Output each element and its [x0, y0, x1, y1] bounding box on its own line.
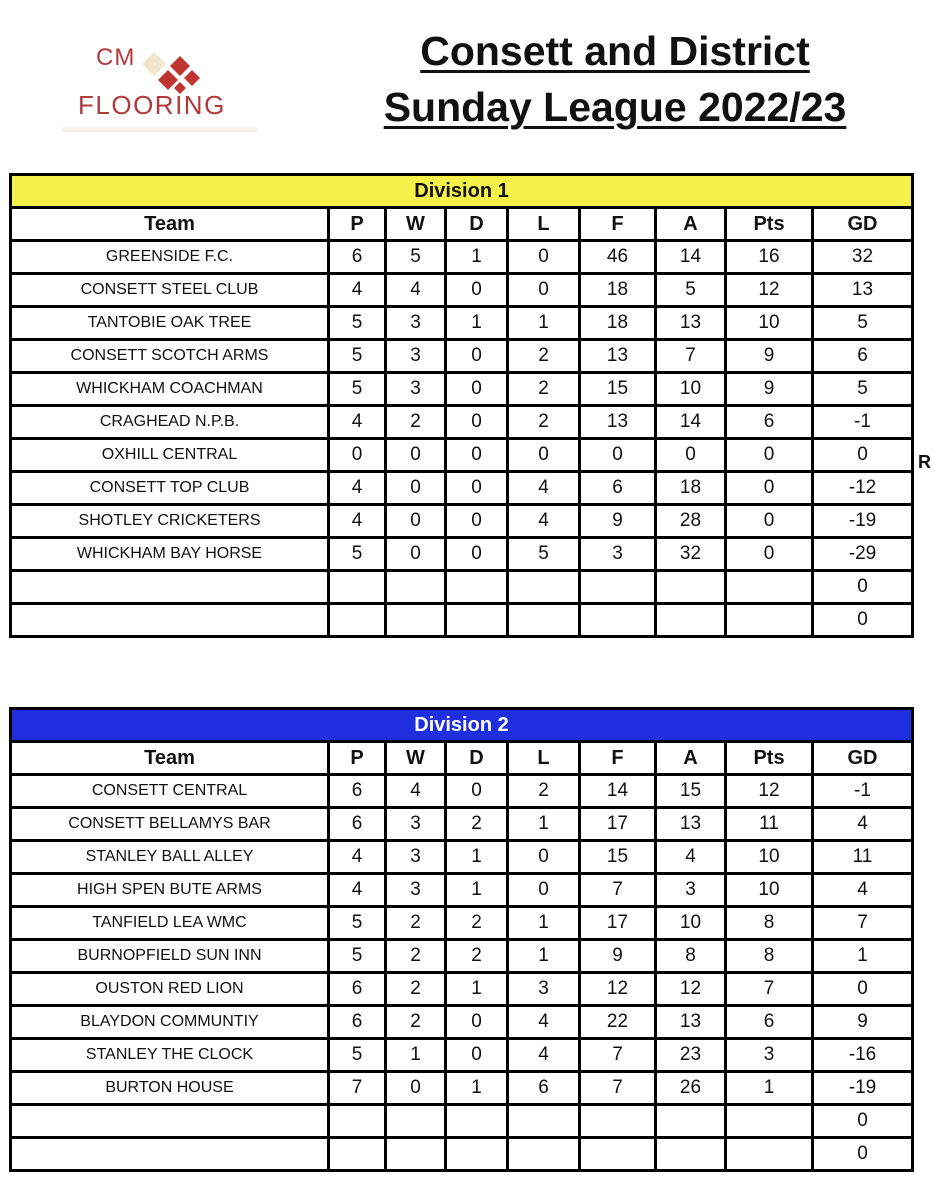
table-row	[12, 440, 911, 473]
cell-goal-difference: 4	[814, 875, 911, 905]
cell-team	[12, 1106, 330, 1136]
table-row	[12, 875, 911, 908]
cell-team: CONSETT CENTRAL	[12, 776, 330, 806]
cell-team: BURTON HOUSE	[12, 1073, 330, 1103]
table-row	[12, 1106, 911, 1139]
cell-played: 4	[330, 275, 387, 305]
cell-goals-for	[581, 605, 657, 635]
cell-goals-for: 17	[581, 908, 657, 938]
cell-played: 5	[330, 1040, 387, 1070]
logo-flooring-text: FLOORING	[78, 90, 226, 120]
cell-won: 3	[387, 875, 447, 905]
column-header-lost: L	[509, 209, 581, 239]
cell-goal-difference: 0	[814, 572, 911, 602]
cell-goals-against: 14	[657, 242, 727, 272]
cell-played: 4	[330, 473, 387, 503]
cell-goals-for: 9	[581, 941, 657, 971]
cell-lost	[509, 572, 581, 602]
cell-lost: 2	[509, 374, 581, 404]
cell-goal-difference: 0	[814, 1139, 911, 1169]
cell-goals-against: 7	[657, 341, 727, 371]
cell-won: 2	[387, 974, 447, 1004]
cell-points: 9	[727, 374, 814, 404]
cell-drawn: 1	[447, 308, 509, 338]
cell-points: 10	[727, 875, 814, 905]
cell-goal-difference: 13	[814, 275, 911, 305]
table-row	[12, 842, 911, 875]
cell-goals-for: 6	[581, 473, 657, 503]
cell-played: 5	[330, 539, 387, 569]
cell-goal-difference: 4	[814, 809, 911, 839]
cell-goals-against: 18	[657, 473, 727, 503]
cell-goals-for: 15	[581, 842, 657, 872]
cell-drawn: 2	[447, 941, 509, 971]
cell-points	[727, 1106, 814, 1136]
cell-goals-against: 28	[657, 506, 727, 536]
cell-points	[727, 605, 814, 635]
cell-won	[387, 605, 447, 635]
cell-drawn	[447, 1139, 509, 1169]
cell-won: 1	[387, 1040, 447, 1070]
cell-goals-for: 7	[581, 1040, 657, 1070]
cell-points: 1	[727, 1073, 814, 1103]
cropped-edge-text: R	[918, 452, 931, 472]
cell-goals-against: 5	[657, 275, 727, 305]
cell-drawn: 1	[447, 974, 509, 1004]
cell-team: WHICKHAM BAY HORSE	[12, 539, 330, 569]
cell-points: 8	[727, 941, 814, 971]
cell-played: 4	[330, 407, 387, 437]
cell-team	[12, 572, 330, 602]
cell-goals-against: 3	[657, 875, 727, 905]
cell-goals-for: 14	[581, 776, 657, 806]
cell-goal-difference: 32	[814, 242, 911, 272]
cell-won: 3	[387, 842, 447, 872]
cell-goal-difference: 11	[814, 842, 911, 872]
cell-lost: 2	[509, 776, 581, 806]
cell-team: GREENSIDE F.C.	[12, 242, 330, 272]
column-header-drawn: D	[447, 209, 509, 239]
cell-played: 0	[330, 440, 387, 470]
cell-goal-difference: -1	[814, 407, 911, 437]
cell-won: 0	[387, 506, 447, 536]
cell-won	[387, 572, 447, 602]
cell-lost: 1	[509, 308, 581, 338]
cell-goals-for: 3	[581, 539, 657, 569]
cell-goals-for: 15	[581, 374, 657, 404]
cell-points: 16	[727, 242, 814, 272]
cell-played: 7	[330, 1073, 387, 1103]
cell-goals-for: 18	[581, 308, 657, 338]
cell-team: CONSETT TOP CLUB	[12, 473, 330, 503]
cell-goals-against: 10	[657, 374, 727, 404]
column-header-team: Team	[12, 743, 330, 773]
page-title-line-2: Sunday League 2022/23	[383, 84, 847, 130]
cell-goals-against: 14	[657, 407, 727, 437]
cell-team: STANLEY BALL ALLEY	[12, 842, 330, 872]
cell-played	[330, 605, 387, 635]
cell-played	[330, 572, 387, 602]
cell-won: 4	[387, 776, 447, 806]
cell-played: 5	[330, 374, 387, 404]
column-header-played: P	[330, 743, 387, 773]
cell-goal-difference: 7	[814, 908, 911, 938]
cell-lost: 3	[509, 974, 581, 1004]
cell-played: 6	[330, 242, 387, 272]
cell-drawn: 0	[447, 776, 509, 806]
cell-goals-against	[657, 605, 727, 635]
cell-drawn: 2	[447, 908, 509, 938]
cell-points: 9	[727, 341, 814, 371]
column-header-goals-against: A	[657, 209, 727, 239]
cell-points: 12	[727, 275, 814, 305]
cell-goal-difference: -1	[814, 776, 911, 806]
cell-played	[330, 1139, 387, 1169]
cell-points: 6	[727, 407, 814, 437]
cell-goals-for: 18	[581, 275, 657, 305]
cell-won: 0	[387, 473, 447, 503]
cell-points: 3	[727, 1040, 814, 1070]
cell-won: 0	[387, 440, 447, 470]
cell-team: TANFIELD LEA WMC	[12, 908, 330, 938]
table-row	[12, 308, 911, 341]
cell-goals-against: 4	[657, 842, 727, 872]
cell-drawn: 1	[447, 1073, 509, 1103]
cell-goals-against: 15	[657, 776, 727, 806]
cell-goals-against: 0	[657, 440, 727, 470]
table-row	[12, 1073, 911, 1106]
cell-won: 5	[387, 242, 447, 272]
cell-team	[12, 605, 330, 635]
division-2-header: Division 2	[12, 710, 911, 743]
cell-won: 3	[387, 374, 447, 404]
division-2-table	[9, 707, 914, 1172]
cell-goal-difference: 0	[814, 1106, 911, 1136]
cell-points: 0	[727, 473, 814, 503]
table-row	[12, 809, 911, 842]
table-row	[12, 1007, 911, 1040]
cell-goals-for: 46	[581, 242, 657, 272]
cell-goal-difference: 0	[814, 605, 911, 635]
cell-goal-difference: 5	[814, 374, 911, 404]
cell-points	[727, 572, 814, 602]
cell-won: 2	[387, 941, 447, 971]
column-header-goals-for: F	[581, 209, 657, 239]
cell-goal-difference: 9	[814, 1007, 911, 1037]
table-row	[12, 407, 911, 440]
cell-goal-difference: 0	[814, 440, 911, 470]
cell-lost: 6	[509, 1073, 581, 1103]
table-row	[12, 974, 911, 1007]
cell-lost	[509, 605, 581, 635]
cell-goal-difference: 5	[814, 308, 911, 338]
cell-goals-against: 26	[657, 1073, 727, 1103]
cell-won: 3	[387, 341, 447, 371]
column-header-won: W	[387, 209, 447, 239]
cell-played: 5	[330, 341, 387, 371]
cell-goal-difference: 6	[814, 341, 911, 371]
cell-drawn	[447, 605, 509, 635]
cell-lost: 1	[509, 941, 581, 971]
table-row	[12, 539, 911, 572]
cell-played: 5	[330, 908, 387, 938]
cell-lost	[509, 1106, 581, 1136]
page-title-line-1: Consett and District	[420, 28, 810, 74]
cell-goals-against: 10	[657, 908, 727, 938]
cell-drawn: 0	[447, 374, 509, 404]
division-2-header-row	[12, 743, 911, 776]
cell-points: 0	[727, 440, 814, 470]
cell-team: STANLEY THE CLOCK	[12, 1040, 330, 1070]
cell-played: 6	[330, 776, 387, 806]
cell-goals-for: 12	[581, 974, 657, 1004]
cell-points: 0	[727, 539, 814, 569]
cell-goals-for	[581, 1139, 657, 1169]
column-header-lost: L	[509, 743, 581, 773]
cell-goals-for: 13	[581, 407, 657, 437]
cell-goals-for: 9	[581, 506, 657, 536]
cell-goal-difference: -16	[814, 1040, 911, 1070]
cell-lost	[509, 1139, 581, 1169]
cell-lost: 0	[509, 275, 581, 305]
cell-goals-against: 32	[657, 539, 727, 569]
cell-points: 10	[727, 842, 814, 872]
cell-goals-against: 13	[657, 809, 727, 839]
cell-lost: 0	[509, 875, 581, 905]
cell-goals-for: 7	[581, 875, 657, 905]
cell-drawn	[447, 1106, 509, 1136]
table-row	[12, 1040, 911, 1073]
cell-goals-for: 7	[581, 1073, 657, 1103]
cell-team: BLAYDON COMMUNTIY	[12, 1007, 330, 1037]
cell-played: 5	[330, 941, 387, 971]
cm-flooring-logo	[62, 32, 262, 132]
logo-cm-text: CM	[96, 44, 136, 71]
table-row	[12, 275, 911, 308]
cell-played: 4	[330, 506, 387, 536]
cell-played: 6	[330, 1007, 387, 1037]
cell-goal-difference: -19	[814, 1073, 911, 1103]
cell-drawn: 0	[447, 407, 509, 437]
cell-won: 3	[387, 308, 447, 338]
cell-played: 4	[330, 875, 387, 905]
cell-lost: 0	[509, 242, 581, 272]
cell-lost: 4	[509, 1040, 581, 1070]
column-header-points: Pts	[727, 209, 814, 239]
table-row	[12, 1139, 911, 1169]
cell-goals-for: 22	[581, 1007, 657, 1037]
cell-drawn: 1	[447, 875, 509, 905]
cell-points: 7	[727, 974, 814, 1004]
cell-won	[387, 1139, 447, 1169]
cell-goals-against: 23	[657, 1040, 727, 1070]
cell-goals-for: 0	[581, 440, 657, 470]
cell-won: 2	[387, 1007, 447, 1037]
division-1-header: Division 1	[12, 176, 911, 209]
cell-goal-difference: -19	[814, 506, 911, 536]
cell-points: 8	[727, 908, 814, 938]
cell-points: 6	[727, 1007, 814, 1037]
cell-points: 12	[727, 776, 814, 806]
cell-drawn	[447, 572, 509, 602]
cell-drawn: 0	[447, 1007, 509, 1037]
cell-lost: 5	[509, 539, 581, 569]
cell-team: OUSTON RED LION	[12, 974, 330, 1004]
cell-won: 3	[387, 809, 447, 839]
table-row	[12, 242, 911, 275]
table-row	[12, 473, 911, 506]
table-row	[12, 941, 911, 974]
cell-played: 5	[330, 308, 387, 338]
cell-goal-difference: 1	[814, 941, 911, 971]
cell-lost: 2	[509, 341, 581, 371]
division-1-header-row	[12, 209, 911, 242]
cell-drawn: 2	[447, 809, 509, 839]
cell-team: SHOTLEY CRICKETERS	[12, 506, 330, 536]
cell-team: OXHILL CENTRAL	[12, 440, 330, 470]
cell-drawn: 0	[447, 1040, 509, 1070]
cell-lost: 2	[509, 407, 581, 437]
cell-drawn: 0	[447, 539, 509, 569]
cell-goal-difference: -12	[814, 473, 911, 503]
cell-goal-difference: -29	[814, 539, 911, 569]
cell-goals-against	[657, 1139, 727, 1169]
table-row	[12, 374, 911, 407]
logo-underline	[62, 124, 257, 132]
cell-drawn: 0	[447, 275, 509, 305]
cell-points	[727, 1139, 814, 1169]
table-row	[12, 776, 911, 809]
cell-team: HIGH SPEN BUTE ARMS	[12, 875, 330, 905]
cell-team: CRAGHEAD N.P.B.	[12, 407, 330, 437]
cell-lost: 1	[509, 809, 581, 839]
division-1-table	[9, 173, 914, 638]
cell-points: 11	[727, 809, 814, 839]
table-row	[12, 908, 911, 941]
cell-team: CONSETT BELLAMYS BAR	[12, 809, 330, 839]
cell-drawn: 1	[447, 842, 509, 872]
cell-lost: 0	[509, 440, 581, 470]
cell-won: 2	[387, 908, 447, 938]
cell-won: 0	[387, 539, 447, 569]
cell-drawn: 0	[447, 473, 509, 503]
column-header-won: W	[387, 743, 447, 773]
cell-played: 6	[330, 974, 387, 1004]
cell-team	[12, 1139, 330, 1169]
cell-lost: 0	[509, 842, 581, 872]
cell-team: CONSETT STEEL CLUB	[12, 275, 330, 305]
cell-played: 4	[330, 842, 387, 872]
cell-team: BURNOPFIELD SUN INN	[12, 941, 330, 971]
column-header-points: Pts	[727, 743, 814, 773]
column-header-goals-against: A	[657, 743, 727, 773]
cell-drawn: 1	[447, 242, 509, 272]
cell-goals-against	[657, 572, 727, 602]
cell-goals-for: 17	[581, 809, 657, 839]
cell-drawn: 0	[447, 506, 509, 536]
table-row	[12, 341, 911, 374]
column-header-played: P	[330, 209, 387, 239]
cell-team: WHICKHAM COACHMAN	[12, 374, 330, 404]
cell-drawn: 0	[447, 341, 509, 371]
cell-team: TANTOBIE OAK TREE	[12, 308, 330, 338]
cell-lost: 4	[509, 506, 581, 536]
cell-drawn: 0	[447, 440, 509, 470]
column-header-goal-difference: GD	[814, 209, 911, 239]
cell-goals-against: 8	[657, 941, 727, 971]
cell-goals-for	[581, 572, 657, 602]
cell-lost: 1	[509, 908, 581, 938]
cell-played: 6	[330, 809, 387, 839]
table-row	[12, 572, 911, 605]
cell-won	[387, 1106, 447, 1136]
cell-points: 10	[727, 308, 814, 338]
cell-points: 0	[727, 506, 814, 536]
cell-goals-against: 12	[657, 974, 727, 1004]
cell-lost: 4	[509, 473, 581, 503]
cell-won: 2	[387, 407, 447, 437]
column-header-drawn: D	[447, 743, 509, 773]
cell-team: CONSETT SCOTCH ARMS	[12, 341, 330, 371]
column-header-goal-difference: GD	[814, 743, 911, 773]
cell-played	[330, 1106, 387, 1136]
table-row	[12, 605, 911, 635]
cell-goals-for: 13	[581, 341, 657, 371]
cell-goals-for	[581, 1106, 657, 1136]
cell-lost: 4	[509, 1007, 581, 1037]
column-header-goals-for: F	[581, 743, 657, 773]
cell-goals-against	[657, 1106, 727, 1136]
column-header-team: Team	[12, 209, 330, 239]
cell-goal-difference: 0	[814, 974, 911, 1004]
table-row	[12, 506, 911, 539]
cell-goals-against: 13	[657, 308, 727, 338]
cell-won: 0	[387, 1073, 447, 1103]
cell-won: 4	[387, 275, 447, 305]
cell-goals-against: 13	[657, 1007, 727, 1037]
